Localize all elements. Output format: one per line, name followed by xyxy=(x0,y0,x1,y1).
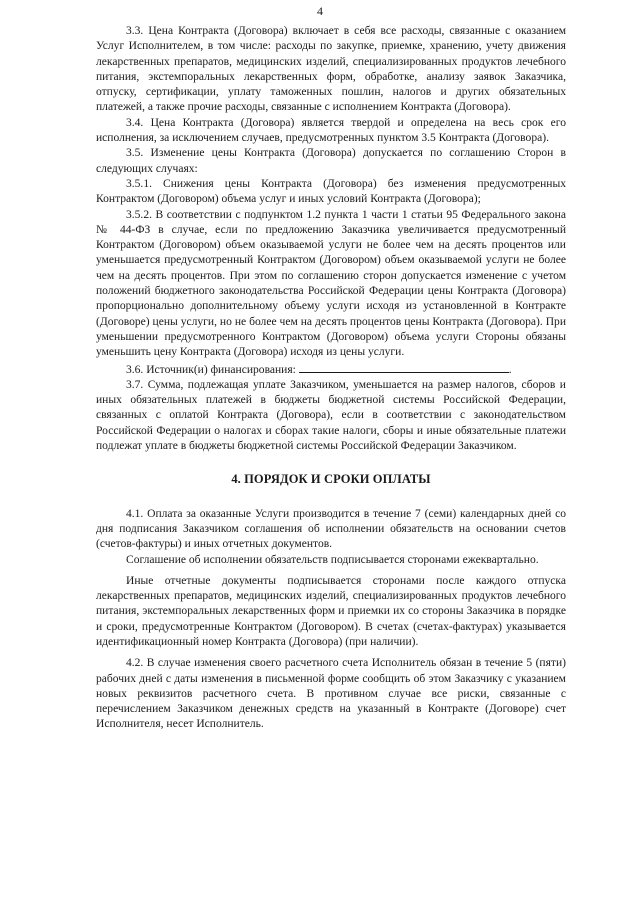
paragraph-3-6 xyxy=(96,361,566,378)
paragraph-other-documents: Иные отчетные документы подписывается сторонами после каждого отпуска лекарственных препаратов, медицинских изделий, специализированных продуктов лечебного питания, экстемпоральных лекарственных форм и приемки их со стороны Заказчика в порядке и сроки, предусмотренные Контрактом (Договором). В счетах (счетах-фактурах) указывается идентификационный номер Контракта (Договора) (при наличии). xyxy=(96,574,566,648)
paragraph-4-2: 4.2. В случае изменения своего расчетного счета Исполнитель обязан в течение 5 (пяти) рабочих дней с даты изменения в письменной форме сообщить об этом Заказчику с указанием новых реквизитов расчетного счета. В противном случае все риски, связанные с перечислением Заказчиком денежных средств на указанный в Контракте (Договоре) счет Исполнителя, несет Исполнитель. xyxy=(96,657,566,731)
funding-source-blank-line xyxy=(299,361,509,373)
paragraph-3-7: 3.7. Сумма, подлежащая уплате Заказчиком, уменьшается на размер налогов, сборов и иных обязательных платежей в бюджеты бюджетной системы Российской Федерации, связанных с оплатой Контракта (Договора), если в соответствии с законодательством Российской Федерации о налогах и сборах такие налоги, сборы и иные обязательные платежи подлежат уплате в бюджеты бюджетной системы Российской Федерации Заказчиком. xyxy=(96,378,566,453)
paragraph-3-4: 3.4. Цена Контракта (Договора) является твердой и определена на весь срок его исполнения, за исключением случаев, предусмотренных пунктом 3.5 Контракта (Договора). xyxy=(96,116,566,145)
funding-source-label: 3.6. Источник(и) финансирования: xyxy=(126,363,296,376)
paragraph-agreement-quarterly: Соглашение об исполнении обязательств подписывается сторонами ежеквартально. xyxy=(126,553,539,566)
section-4-title: 4. ПОРЯДОК И СРОКИ ОПЛАТЫ xyxy=(231,472,431,487)
paragraph-4-1: 4.1. Оплата за оказанные Услуги производится в течение 7 (семи) календарных дней со дня подписания Заказчиком соглашения об исполнении обязательств на основании счетов (счетов-фактуры) и иных отчетных документов. xyxy=(96,507,566,551)
paragraph-3-5-2: 3.5.2. В соответствии с подпунктом 1.2 пункта 1 части 1 статьи 95 Федерального закона № 44-ФЗ в случае, если по предложению Заказчика увеличивается предусмотренный Контрактом (Договором) объем оказываемой услуги не более чем на десять процентов или уменьшается предусмотренный Контрактом (Договором) объем оказываемой услуги не более чем на десять процентов. При этом по соглашению сторон допускается изменение с учетом положений бюджетного законодательства Российской Федерации цены Контракта (Договора) пропорционально дополнительному объему услуги исходя из установленной в Контракте (Договоре) цены услуги, но не более чем на десять процентов цены Контракта (Договора). При уменьшении предусмотренного Контрактом (Договором) объема услуги Стороны обязаны уменьшить цену Контракта (Договора) исходя из цены услуги. xyxy=(96,208,566,359)
paragraph-3-5-1: 3.5.1. Снижения цены Контракта (Договора) без изменения предусмотренных Контрактом (Договором) объема услуг и иных условий Контракта (Договора); xyxy=(96,177,566,206)
document-body xyxy=(96,24,566,733)
paragraph-3-5: 3.5. Изменение цены Контракта (Договора) допускается по соглашению Сторон в следующих случаях: xyxy=(96,147,566,175)
paragraph-3-3: 3.3. Цена Контракта (Договора) включает в себя все расходы, связанные с оказанием Услуг Исполнителем, в том числе: расходы по закупке, приемке, хранению, учету движения лекарственных препаратов, медицинских изделий, специализированных продуктов лечебного питания, экстемпоральных лекарственных форм, обработке, анализу заявок Заказчика, отпуску, сертификации, уплату таможенных пошлин, налогов и других обязательных платежей, а также прочие расходы, связанные с исполнением Контракта (Договора). xyxy=(96,25,566,114)
funding-source-end: . xyxy=(508,363,512,376)
page-number: 4 xyxy=(317,4,323,18)
